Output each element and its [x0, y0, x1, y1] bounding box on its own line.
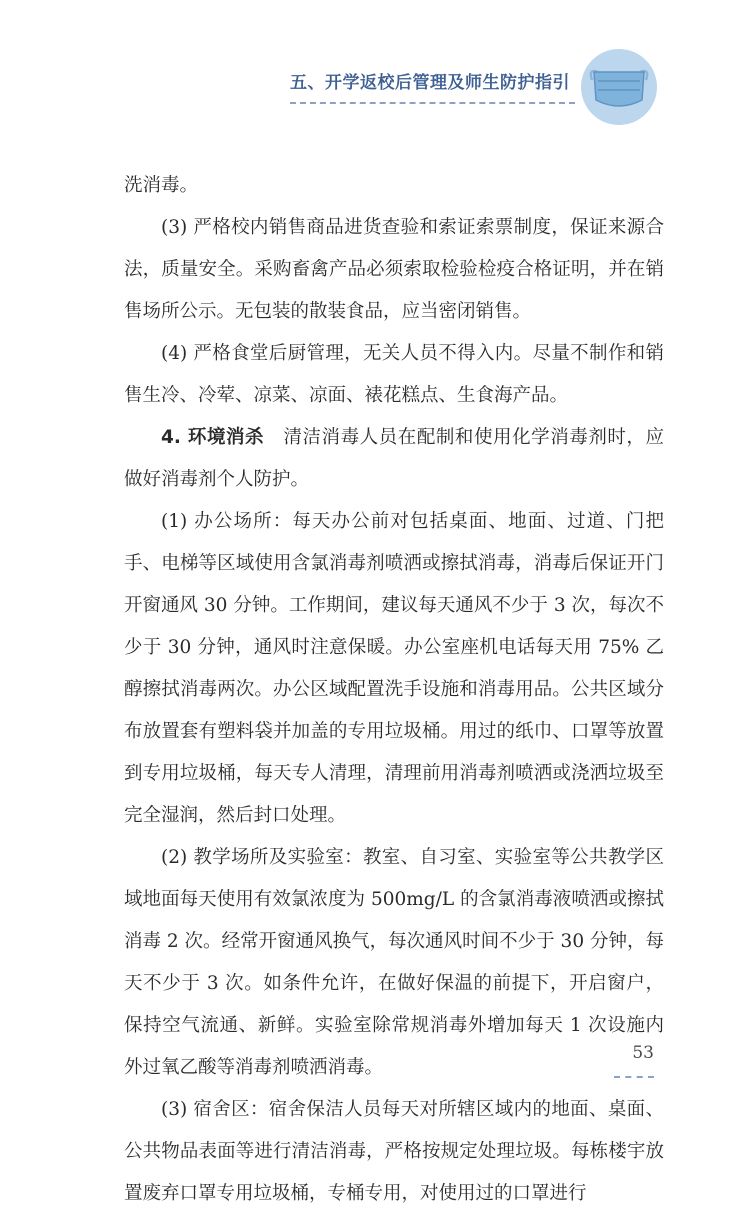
paragraph-classroom: (2) 教学场所及实验室：教室、自习室、实验室等公共教学区域地面每天使用有效氯浓度为 500mg/L 的含氯消毒液喷洒或擦拭消毒 2 次。经常开窗通风换气，每次通风时间不少于 30 分钟，每天不少于 3 次。如条件允许，在做好保温的前提下，开启窗户，保持空气流通、新鲜。实验室除常规消毒外增加每天 1 次设施内外过氧乙酸等消毒剂喷洒消毒。 [124, 847, 664, 1078]
header-divider [290, 102, 575, 104]
page-number: 53 [632, 1043, 654, 1063]
running-header [290, 68, 590, 93]
paragraph-dormitory: (3) 宿舍区：宿舍保洁人员每天对所辖区域内的地面、桌面、公共物品表面等进行清洁消毒，严格按规定处理垃圾。每栋楼宇放置废弃口罩专用垃圾桶，专桶专用，对使用过的口罩进行 [124, 1099, 664, 1204]
paragraph-office: (1) 办公场所：每天办公前对包括桌面、地面、过道、门把手、电梯等区域使用含氯消毒剂喷洒或擦拭消毒，消毒后保证开门开窗通风 30 分钟。工作期间，建议每天通风不少于 3 次，每次不少于 30 分钟，通风时注意保暖。办公室座机电话每天用 75% 乙醇擦拭消毒两次。办公区域配置洗手设施和消毒用品。公共区域分布放置套有塑料袋并加盖的专用垃圾桶。用过的纸巾、口罩等放置到专用垃圾桶，每天专人清理，清理前用消毒剂喷洒或浇洒垃圾至完全湿润，然后封口处理。 [124, 511, 664, 826]
chapter-title: 五、开学返校后管理及师生防护指引 [290, 73, 570, 93]
footer-divider [614, 1076, 654, 1078]
paragraph-item-4: (4) 严格食堂后厨管理，无关人员不得入内。尽量不制作和销售生冷、冷荤、凉菜、凉面、裱花糕点、生食海产品。 [124, 343, 664, 406]
face-mask-icon [580, 48, 658, 126]
body-text [124, 165, 664, 1215]
section-intro: 清洁消毒人员在配制和使用化学消毒剂时，应做好消毒剂个人防护。 [124, 427, 664, 490]
section-heading: 4. 环境消杀 [161, 427, 265, 448]
paragraph-item-3: (3) 严格校内销售商品进货查验和索证索票制度，保证来源合法，质量安全。采购畜禽产品必须索取检验检疫合格证明，并在销售场所公示。无包装的散装食品，应当密闭销售。 [124, 217, 664, 322]
paragraph-continuation: 洗消毒。 [124, 175, 199, 196]
section-4-paragraph [124, 417, 664, 501]
